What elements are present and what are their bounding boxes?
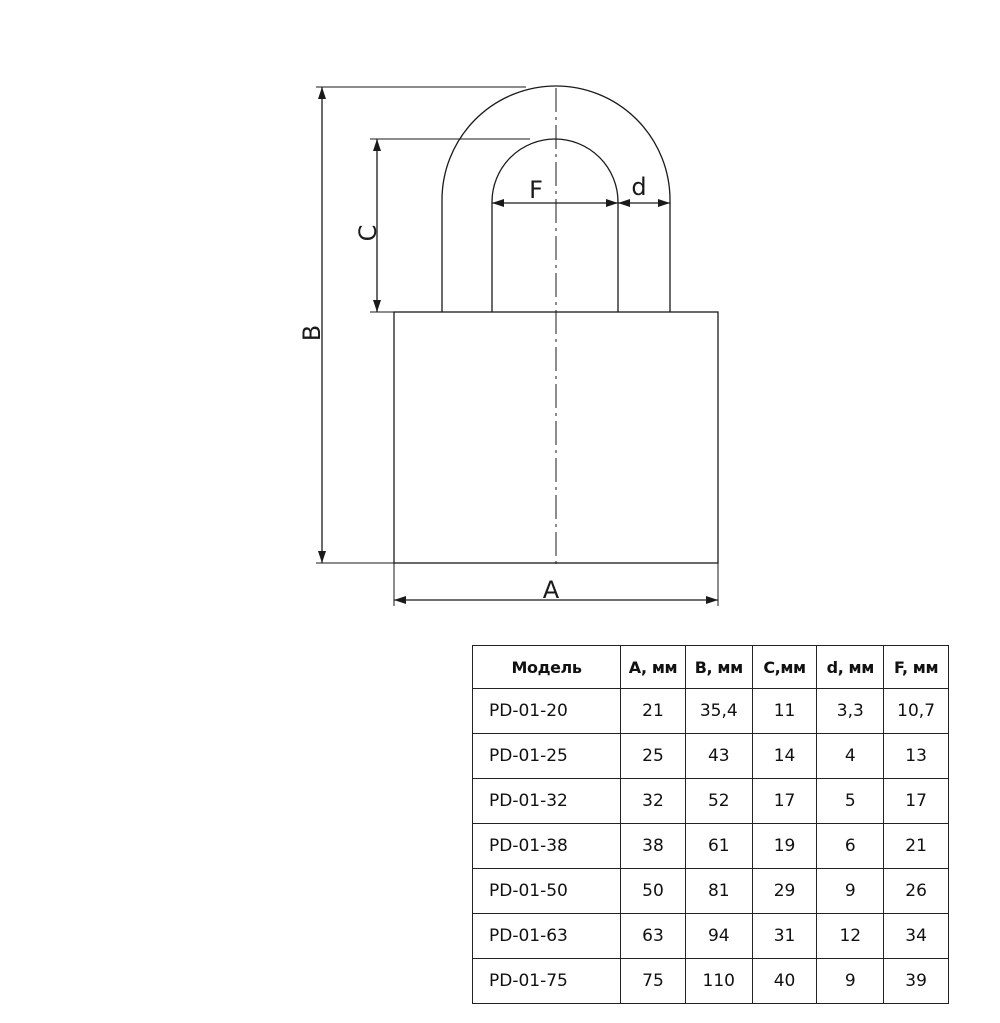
cell-model: PD-01-75 <box>473 959 621 1004</box>
table-row <box>473 959 949 1004</box>
cell-b: 35,4 <box>685 689 752 734</box>
label-B: B <box>298 324 326 342</box>
cell-b: 43 <box>685 734 752 779</box>
cell-model: PD-01-38 <box>473 824 621 869</box>
cell-f: 34 <box>884 914 949 959</box>
cell-d: 4 <box>817 734 884 779</box>
header-d: d, мм <box>817 646 884 689</box>
table-row <box>473 869 949 914</box>
cell-f: 39 <box>884 959 949 1004</box>
cell-c: 19 <box>752 824 817 869</box>
label-A: A <box>542 576 560 604</box>
cell-model: PD-01-63 <box>473 914 621 959</box>
table-row <box>473 824 949 869</box>
cell-b: 61 <box>685 824 752 869</box>
label-d: d <box>631 173 647 201</box>
cell-c: 29 <box>752 869 817 914</box>
header-model: Модель <box>473 646 621 689</box>
cell-b: 81 <box>685 869 752 914</box>
cell-a: 38 <box>621 824 686 869</box>
cell-a: 21 <box>621 689 686 734</box>
cell-d: 3,3 <box>817 689 884 734</box>
cell-c: 40 <box>752 959 817 1004</box>
cell-model: PD-01-20 <box>473 689 621 734</box>
header-a: A, мм <box>621 646 686 689</box>
cell-b: 110 <box>685 959 752 1004</box>
cell-a: 75 <box>621 959 686 1004</box>
cell-d: 9 <box>817 869 884 914</box>
cell-a: 50 <box>621 869 686 914</box>
cell-model: PD-01-32 <box>473 779 621 824</box>
cell-f: 13 <box>884 734 949 779</box>
cell-f: 17 <box>884 779 949 824</box>
cell-a: 32 <box>621 779 686 824</box>
cell-c: 17 <box>752 779 817 824</box>
table-row <box>473 779 949 824</box>
cell-d: 5 <box>817 779 884 824</box>
cell-b: 94 <box>685 914 752 959</box>
cell-d: 6 <box>817 824 884 869</box>
dimensions-table <box>472 645 949 1004</box>
table-header-row <box>473 646 949 689</box>
cell-f: 26 <box>884 869 949 914</box>
table-row <box>473 914 949 959</box>
table-row <box>473 689 949 734</box>
cell-d: 9 <box>817 959 884 1004</box>
cell-model: PD-01-25 <box>473 734 621 779</box>
cell-d: 12 <box>817 914 884 959</box>
cell-c: 14 <box>752 734 817 779</box>
header-b: B, мм <box>685 646 752 689</box>
header-c: C,мм <box>752 646 817 689</box>
cell-a: 25 <box>621 734 686 779</box>
cell-c: 31 <box>752 914 817 959</box>
label-C: C <box>354 224 382 242</box>
cell-c: 11 <box>752 689 817 734</box>
cell-model: PD-01-50 <box>473 869 621 914</box>
cell-b: 52 <box>685 779 752 824</box>
cell-f: 10,7 <box>884 689 949 734</box>
label-F: F <box>529 176 543 204</box>
header-f: F, мм <box>884 646 949 689</box>
table-row <box>473 734 949 779</box>
cell-f: 21 <box>884 824 949 869</box>
shackle-inner <box>492 139 618 312</box>
cell-a: 63 <box>621 914 686 959</box>
